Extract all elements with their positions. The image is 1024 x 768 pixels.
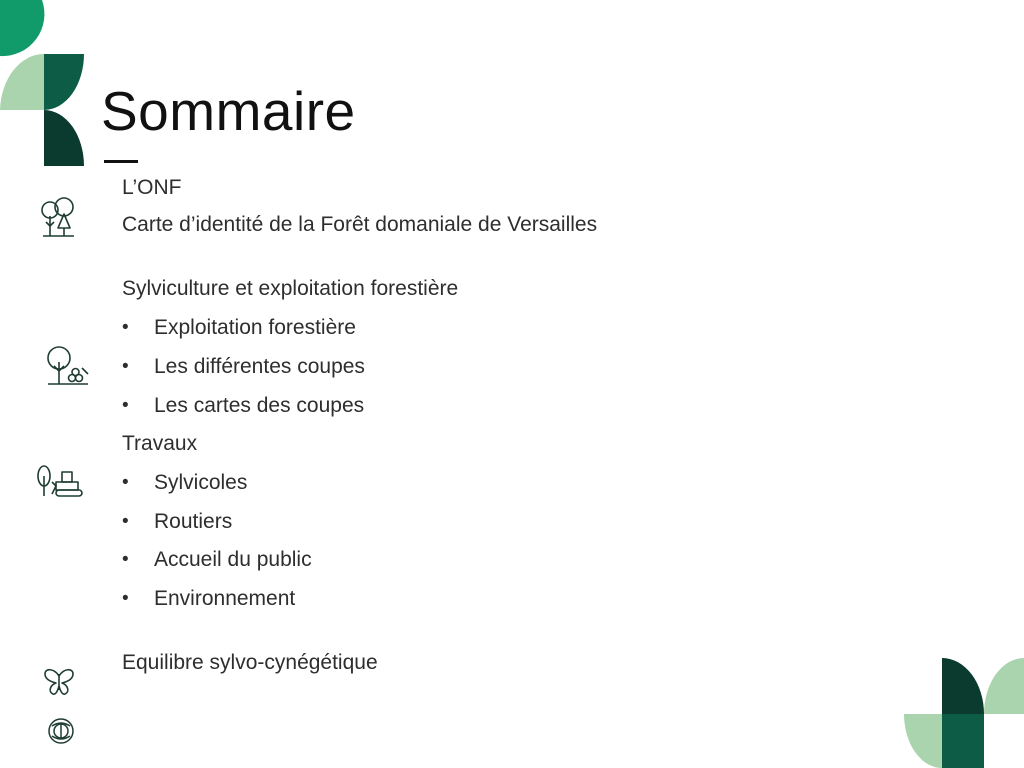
trees-icon <box>38 196 78 240</box>
tree-logs-icon <box>44 344 90 388</box>
right-mid-leaf-shape <box>942 714 984 768</box>
list-item: Routiers <box>154 510 233 533</box>
page-title: Sommaire <box>101 80 356 142</box>
toc-heading-travaux: Travaux <box>122 432 198 455</box>
bullet-marker: • <box>122 472 129 493</box>
list-item: Accueil du public <box>154 548 312 571</box>
bullet-marker: • <box>122 317 129 338</box>
left-mid-leaf-shape <box>44 54 84 110</box>
toc-item-onf: L’ONF <box>122 176 182 199</box>
butterfly-icon <box>42 666 76 698</box>
list-item: Environnement <box>154 587 296 610</box>
bullet-marker: • <box>122 356 129 377</box>
left-light-leaf-shape <box>0 54 44 110</box>
toc-item-carte: Carte d’identité de la Forêt domaniale de Versailles <box>122 213 598 236</box>
list-item: Sylvicoles <box>154 471 248 494</box>
toc-item-equilibre: Equilibre sylvo-cynégétique <box>122 651 378 674</box>
list-item: Les différentes coupes <box>154 355 365 378</box>
list-item: Exploitation forestière <box>154 316 356 339</box>
right-dark-leaf-shape <box>942 658 984 714</box>
top-left-quarter-shape <box>0 0 44 56</box>
right-pale-quarter-shape <box>904 714 942 768</box>
title-underline <box>104 160 138 163</box>
bullet-marker: • <box>122 588 129 609</box>
eco-badge-icon <box>46 716 76 746</box>
bullet-marker: • <box>122 511 129 532</box>
bullet-marker: • <box>122 549 129 570</box>
tree-bulldozer-icon <box>36 462 86 500</box>
right-light-leaf-shape <box>984 658 1024 714</box>
list-item: Les cartes des coupes <box>154 394 365 417</box>
left-dark-leaf-shape <box>44 110 84 166</box>
bullet-marker: • <box>122 395 129 416</box>
toc-heading-sylviculture: Sylviculture et exploitation forestière <box>122 277 459 300</box>
